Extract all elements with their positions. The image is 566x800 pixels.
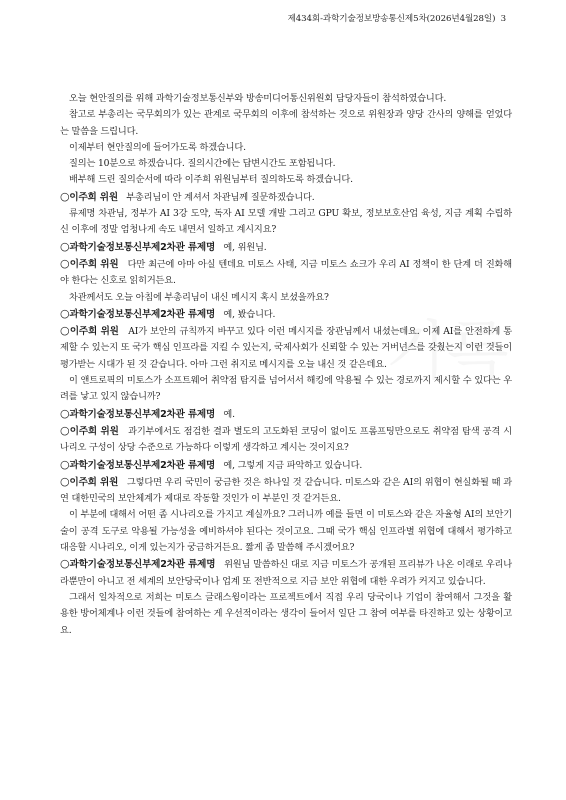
speech-paragraph bbox=[60, 256, 512, 290]
speaker-label bbox=[60, 189, 118, 203]
header-title: 제434회-과학기술정보방송통신제5차(2026년4월28일) bbox=[287, 14, 496, 24]
circle-bullet-icon: ○ bbox=[60, 557, 70, 571]
speaker-name: 과학기술정보통신부제2차관 류제명 bbox=[69, 308, 216, 320]
speech-paragraph bbox=[60, 474, 512, 508]
paragraph-text: 그래서 일차적으로 저희는 미토스 글래스윙이라는 프로젝트에서 직접 우리 당국이나 기업이 참여해서 그것을 활용한 방어체계나 이런 것들에 참여하는 게 우선적이라는 생각이 들어서 일단 그 참여 여부를 타진하고 있는 상황이고요. bbox=[60, 591, 512, 636]
speech-paragraph bbox=[60, 239, 512, 256]
speech-paragraph bbox=[60, 406, 512, 423]
circle-bullet-icon: ○ bbox=[60, 457, 70, 471]
speaker-name: 이주희 위원 bbox=[69, 476, 119, 488]
text-paragraph bbox=[60, 206, 512, 239]
speaker-name: 과학기술정보통신부제2차관 류제명 bbox=[69, 459, 216, 471]
speech-paragraph bbox=[60, 189, 512, 206]
speaker-name: 과학기술정보통신부제2차관 류제명 bbox=[69, 241, 216, 253]
speaker-name: 이주희 위원 bbox=[69, 425, 119, 437]
text-paragraph bbox=[60, 140, 512, 156]
paragraph-text: 예, 그렇게 지금 파악하고 있습니다. bbox=[223, 459, 363, 471]
speaker-label bbox=[60, 326, 119, 337]
paragraph-text: 참고로 부총리는 국무회의가 있는 관계로 국무회의 이후에 참석하는 것으로 위원장과 양당 간사의 양해를 얻었다는 말씀을 드립니다. bbox=[60, 109, 512, 137]
speaker-name: 이주희 위원 bbox=[69, 258, 119, 270]
text-paragraph bbox=[60, 507, 512, 556]
speech-paragraph bbox=[60, 423, 512, 457]
speech-paragraph bbox=[60, 457, 512, 474]
paragraph-text: 위원님 말씀하신 대로 지금 미토스가 공개된 프리뷰가 나온 이래로 우리나라뿐만이 아니고 전 세계의 보안당국이나 업계 또 전반적으로 지금 보안 위협에 대한 우려가 커지고 있습니다. bbox=[60, 559, 513, 587]
text-paragraph bbox=[60, 172, 512, 188]
paragraph-text: AI가 보안의 규칙까지 바꾸고 있다 이런 메시지를 장관님께서 내셨는데요. 이제 AI를 안전하게 통제할 수 있는지 또 국가 핵심 인프라를 지킬 수 있는지, 국제사회가 신뢰할 수 있는 거버넌스를 갖췄는지 이런 것들이 평가받는 시대가 된 것 같습니다. 아마 그런 취지로 메시지를 오늘 내신 것 같은데요. bbox=[60, 326, 512, 370]
paragraph-text: 예, 봤습니다. bbox=[223, 308, 276, 320]
text-paragraph bbox=[60, 107, 512, 140]
paragraph-text: 이제부터 현안질의에 들어가도록 하겠습니다. bbox=[69, 141, 246, 153]
circle-bullet-icon: ○ bbox=[60, 189, 70, 203]
paragraph-text: 류제명 차관님, 정부가 AI 3강 도약, 독자 AI 모델 개발 그리고 GPU 확보, 정보보호산업 육성, 지금 계획 수립하신 이후에 정말 엄청나게 속도 내면서 일하고 계시지요? bbox=[60, 208, 512, 236]
speaker-label bbox=[60, 239, 216, 253]
speaker-label bbox=[60, 423, 119, 437]
paragraph-text: 이 앤트로픽의 미토스가 소프트웨어 취약점 탐지를 넘어서서 해킹에 악용될 수 있는 경로까지 제시할 수 있다는 우려를 낳고 있지 않습니까? bbox=[60, 375, 512, 403]
paragraph-text: 질의는 10분으로 하겠습니다. 질의시간에는 답변시간도 포함됩니다. bbox=[69, 158, 336, 170]
text-paragraph bbox=[60, 91, 512, 107]
paragraph-text: 다만 최근에 아마 아실 텐데요 미토스 사태, 지금 미토스 쇼크가 우리 AI 정책이 한 단계 더 진화해야 한다는 신호로 읽히거든요. bbox=[60, 258, 512, 287]
paragraph-text: 그렇다면 우리 국민이 궁금한 것은 하나일 것 같습니다. 미토스와 같은 AI의 위협이 현실화될 때 과연 대한민국의 보안체계가 제대로 작동할 것인가 이 부분인 것 같거든요. bbox=[60, 476, 512, 505]
speaker-label bbox=[60, 306, 216, 320]
circle-bullet-icon: ○ bbox=[60, 423, 70, 437]
paragraph-text: 이 부분에 대해서 어떤 좀 시나리오를 가지고 계실까요? 그러니까 예를 들면 이 미토스와 같은 자율형 AI의 보안기술이 공격 도구로 악용될 가능성을 예비하셔야 된다는 것이고요. 그때 국가 핵심 인프라별 위협에 대해서 평가하고 대응할 시나리오, 이게 있는지가 궁금하거든요. 짧게 좀 말씀해 주시겠어요? bbox=[60, 509, 512, 554]
paragraph-text: 배부해 드린 질의순서에 따라 이주희 위원님부터 질의하도록 하겠습니다. bbox=[69, 174, 353, 186]
circle-bullet-icon: ○ bbox=[60, 474, 70, 488]
speaker-name: 이주희 위원 bbox=[69, 191, 118, 203]
speaker-label bbox=[60, 457, 216, 471]
speaker-label bbox=[60, 406, 216, 420]
circle-bullet-icon: ○ bbox=[60, 324, 70, 338]
circle-bullet-icon: ○ bbox=[60, 406, 70, 420]
text-paragraph bbox=[60, 156, 512, 172]
speech-paragraph bbox=[60, 556, 512, 590]
speech-paragraph bbox=[60, 323, 512, 373]
text-paragraph bbox=[60, 290, 512, 306]
speech-paragraph bbox=[60, 306, 512, 323]
speaker-label bbox=[60, 256, 119, 270]
speaker-name: 이주희 위원 bbox=[69, 326, 119, 338]
circle-bullet-icon: ○ bbox=[60, 256, 70, 270]
paragraph-text: 오늘 현안질의를 위해 과학기술정보통신부와 방송미디어통신위원회 담당자들이 참석하였습니다. bbox=[69, 93, 447, 104]
circle-bullet-icon: ○ bbox=[60, 239, 70, 253]
transcript-body bbox=[60, 91, 512, 639]
paragraph-text: 예, 위원님. bbox=[223, 241, 267, 253]
page-header bbox=[288, 12, 506, 24]
paragraph-text: 예. bbox=[223, 408, 235, 420]
text-paragraph bbox=[60, 590, 512, 639]
circle-bullet-icon: ○ bbox=[60, 306, 70, 320]
speaker-name: 과학기술정보통신부제2차관 류제명 bbox=[69, 408, 216, 420]
speaker-name: 과학기술정보통신부제2차관 류제명 bbox=[69, 559, 216, 571]
speaker-label bbox=[60, 474, 119, 488]
page-number: 3 bbox=[500, 14, 506, 24]
paragraph-text: 부총리님이 안 계셔서 차관님께 질문하겠습니다. bbox=[126, 191, 315, 203]
speaker-label bbox=[60, 559, 215, 570]
paragraph-text: 차관께서도 오늘 아침에 부총리님이 내신 메시지 혹시 보셨을까요? bbox=[69, 291, 329, 303]
paragraph-text: 과기부에서도 점검한 결과 별도의 고도화된 코딩이 없이도 프롬프팅만으로도 취약점 탐색 공격 시나리오 구성이 상당 수준으로 가능하다 이렇게 생각하고 계시는 것이지요? bbox=[60, 425, 512, 454]
text-paragraph bbox=[60, 373, 512, 406]
